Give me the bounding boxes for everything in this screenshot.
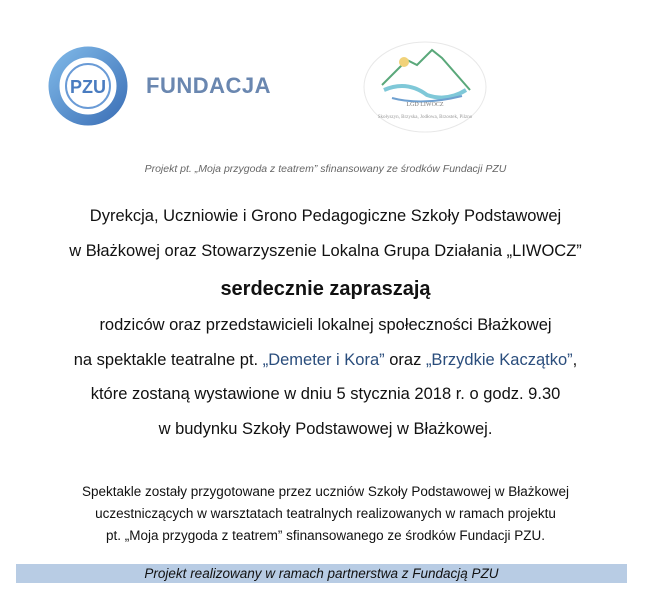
svg-text:PZU: PZU [70, 77, 106, 97]
text: , [572, 351, 578, 369]
lgd-liwocz-logo [362, 40, 488, 135]
text: oraz [384, 351, 426, 369]
play-title-2: „Brzydkie Kaczątko” [425, 351, 573, 369]
note-line-3: pt. „Moja przygoda z teatrem” sfinansowanego ze środków Fundacji PZU. [106, 528, 545, 543]
invitation-line-4: rodziców oraz przedstawicieli lokalnej społeczności Błażkowej [99, 316, 552, 334]
note-line-1: Spektakle zostały przygotowane przez uczniów Szkoły Podstawowej w Błażkowej [82, 484, 569, 499]
svg-text:LGD LIWOCZ: LGD LIWOCZ [406, 102, 444, 108]
text: na spektakle teatralne pt. [73, 351, 263, 369]
play-title-1: „Demeter i Kora” [262, 351, 385, 369]
note-line-2: uczestniczących w warsztatach teatralnych realizowanych w ramach projektu [95, 506, 556, 521]
funding-caption: Projekt pt. „Moja przygoda z teatrem” sfinansowany ze środków Fundacji PZU [144, 163, 507, 175]
pzu-logo [48, 46, 128, 126]
invitation-line-7: w budynku Szkoły Podstawowej w Błażkowej. [158, 420, 493, 438]
invitation-line-1: Dyrekcja, Uczniowie i Grono Pedagogiczne Szkoły Podstawowej [89, 207, 562, 225]
invitation-line-2: w Błażkowej oraz Stowarzyszenie Lokalna Grupa Działania „LIWOCZ” [69, 242, 582, 260]
partnership-banner: Projekt realizowany w ramach partnerstwa z Fundacją PZU [16, 564, 627, 583]
invitation-line-6: które zostaną wystawione w dniu 5 stycznia 2018 r. o godz. 9.30 [90, 385, 561, 403]
invitation-line-5 [0, 351, 651, 370]
svg-text:Skołyszyn, Brzyska, Jodłowa, B: Skołyszyn, Brzyska, Jodłowa, Brzostek, Pilzno [377, 115, 473, 120]
invitation-heading: serdecznie zapraszają [220, 278, 431, 300]
fundacja-label: FUNDACJA [146, 73, 271, 98]
